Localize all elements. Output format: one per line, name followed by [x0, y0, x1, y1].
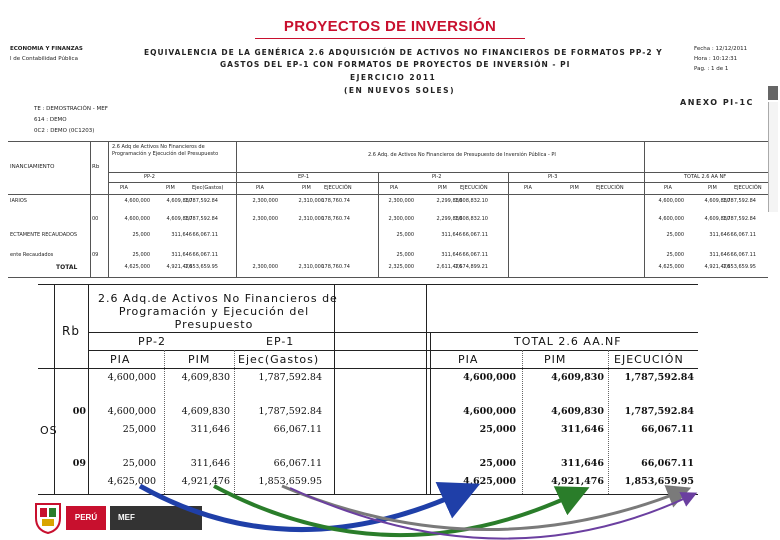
- table-cell: 4,609,830: [704, 198, 730, 204]
- col-header-pim: PIM: [188, 353, 211, 366]
- table-cell: 1,853,659.95: [722, 264, 756, 270]
- table-cell: 4,600,000: [107, 406, 156, 417]
- table-cell: 25,000: [122, 458, 156, 469]
- table-cell-total: 25,000: [479, 424, 516, 435]
- table-cell: 2,300,000: [252, 264, 278, 270]
- table-cell: 2,310,000: [298, 198, 324, 204]
- table-cell: 25,000: [132, 232, 150, 238]
- col-header: PIA: [664, 185, 672, 191]
- row-label: ECTAMENTE RECAUDADOS: [10, 232, 78, 238]
- table-cell-total: 1,853,659.95: [624, 476, 694, 487]
- report-sheet-overview: [8, 44, 770, 284]
- table-cell-total: 1,787,592.84: [624, 406, 694, 417]
- col-header-ejec: Ejec(Gastos): [238, 353, 320, 366]
- table-cell: 4,609,830: [181, 372, 230, 383]
- table-cell: 1,787,592.84: [258, 406, 322, 417]
- table-cell: 66,067.11: [192, 232, 218, 238]
- table-cell: 1,787,592.84: [258, 372, 322, 383]
- table-cell: 25,000: [666, 232, 684, 238]
- sub-header: PP-2: [144, 174, 155, 180]
- col-header: PIM: [438, 185, 447, 191]
- col-header-pia-total: PIA: [458, 353, 479, 366]
- table-cell: 4,921,476: [181, 476, 230, 487]
- table-cell: 66,067.11: [462, 232, 488, 238]
- table-cell: 1,674,899.21: [454, 264, 488, 270]
- table-cell: 4,625,000: [658, 264, 684, 270]
- table-cell: 2,299,830: [436, 198, 462, 204]
- table-cell: 25,000: [666, 252, 684, 258]
- table-cell: 4,625,000: [107, 476, 156, 487]
- table-cell: 4,609,830: [166, 216, 192, 222]
- table-cell-total: 25,000: [479, 458, 516, 469]
- table-cell: 311,646: [190, 424, 230, 435]
- table-cell: 311,646: [190, 458, 230, 469]
- group-description-line: Programación y Ejecución del: [118, 305, 310, 318]
- table-cell: 66,067.11: [273, 424, 322, 435]
- col-header: EJECUCIÓN: [596, 185, 624, 191]
- col-header: PIA: [256, 185, 264, 191]
- footer-logos: [34, 496, 234, 536]
- table-cell-total: 66,067.11: [641, 424, 694, 435]
- table-cell-total: 4,600,000: [463, 406, 516, 417]
- table-cell: 66,067.11: [192, 252, 218, 258]
- table-cell-total: 4,625,000: [463, 476, 516, 487]
- title-underline: [255, 38, 525, 39]
- col-header: Ejec(Gastos): [192, 185, 224, 191]
- coat-of-arms-icon: [34, 500, 62, 534]
- entity-line: l de Contabilidad Pública: [10, 56, 78, 62]
- row-label-os: OS: [40, 424, 58, 437]
- entity-line: ECONOMIA Y FINANZAS: [10, 46, 83, 52]
- table-cell-total: 4,600,000: [463, 372, 516, 383]
- table-cell: 2,611,476: [436, 264, 462, 270]
- col-header: PIM: [302, 185, 311, 191]
- col-header: PIA: [524, 185, 532, 191]
- row-rb: 09: [92, 252, 99, 258]
- table-cell: 2,300,000: [252, 198, 278, 204]
- table-cell: 1,608,832.10: [454, 216, 488, 222]
- table-cell: 25,000: [122, 424, 156, 435]
- table-cell: 4,921,476: [166, 264, 192, 270]
- table-cell: 66,067.11: [730, 232, 756, 238]
- col-header: PIM: [166, 185, 175, 191]
- table-cell: 311,646: [441, 252, 462, 258]
- col-header: EJECUCIÓN: [324, 185, 352, 191]
- sub-header: TOTAL 2.6 AA NF: [684, 174, 727, 180]
- group-pp2-description: 2.6 Adq de Activos No Financieros de Programación y Ejecución del Presupuesto: [112, 144, 219, 157]
- table-cell-total: 1,787,592.84: [624, 372, 694, 383]
- scrollbar-track[interactable]: [768, 102, 778, 212]
- table-cell: 25,000: [396, 252, 414, 258]
- info-line: TE : DEMOSTRACIÓN - MEF: [34, 106, 108, 112]
- table-cell-total: 4,921,476: [551, 476, 604, 487]
- table-cell: 4,609,830: [166, 198, 192, 204]
- table-cell: 2,300,000: [388, 198, 414, 204]
- col-header-ejecucion-total: EJECUCIÓN: [614, 353, 684, 366]
- info-line: 0C2 : DEMO (0C1203): [34, 128, 95, 134]
- table-cell: 4,625,000: [124, 264, 150, 270]
- rb-label: Rb: [62, 324, 80, 338]
- table-cell: 311,646: [441, 232, 462, 238]
- scrollbar-thumb[interactable]: [768, 86, 778, 100]
- row-rb: 09: [72, 458, 86, 469]
- table-cell: 311,646: [171, 252, 192, 258]
- group-pi-description: 2.6 Adq. de Activos No Financieros de Presupuesto de Inversión Pública - PI: [368, 152, 556, 158]
- mef-logo: MEF: [110, 506, 202, 530]
- row-rb: 00: [72, 406, 86, 417]
- table-cell: 1,787,592.84: [184, 216, 218, 222]
- row-label: TOTAL: [56, 264, 78, 271]
- table-cell: 1,853,659.95: [184, 264, 218, 270]
- report-time: Hora : 10:12:31: [694, 56, 738, 62]
- table-cell: 1,853,659.95: [258, 476, 322, 487]
- report-date: Fecha : 12/12/2011: [694, 46, 748, 52]
- report-page: Pag. : 1 de 1: [694, 66, 729, 72]
- row-label: ente Recaudados: [10, 252, 54, 258]
- table-cell-total: 4,609,830: [551, 406, 604, 417]
- table-cell: 1,787,592.84: [184, 198, 218, 204]
- table-cell: 66,067.11: [462, 252, 488, 258]
- page-title: PROYECTOS DE INVERSIÓN: [283, 18, 497, 35]
- sub-header: PI-3: [548, 174, 558, 180]
- row-label: IARIOS: [10, 198, 27, 204]
- group-description-line: 2.6 Adq.de Activos No Financieros de: [98, 292, 338, 305]
- col-header: PIA: [120, 185, 128, 191]
- table-cell: 25,000: [396, 232, 414, 238]
- table-cell: 4,609,830: [181, 406, 230, 417]
- table-cell: 1,787,592.84: [722, 198, 756, 204]
- table-cell: 66,067.11: [273, 458, 322, 469]
- report-sheet-zoom: [38, 284, 698, 496]
- table-cell: 178,760.74: [321, 198, 350, 204]
- table-cell: 66,067.11: [730, 252, 756, 258]
- table-cell: 4,609,830: [704, 216, 730, 222]
- report-year: EJERCICIO 2011: [350, 73, 437, 82]
- funding-label: INANCIAMIENTO: [10, 164, 55, 170]
- col-header: PIM: [570, 185, 579, 191]
- report-currency: (EN NUEVOS SOLES): [344, 86, 455, 95]
- row-rb: 00: [92, 216, 99, 222]
- peru-logo: PERÚ: [66, 506, 106, 530]
- table-cell: 4,921,476: [704, 264, 730, 270]
- rb-label: Rb: [92, 164, 100, 170]
- table-cell: 178,760.74: [321, 216, 350, 222]
- table-cell: 1,608,832.10: [454, 198, 488, 204]
- table-cell: 2,325,000: [388, 264, 414, 270]
- table-cell: 1,787,592.84: [722, 216, 756, 222]
- sub-header: PI-2: [432, 174, 442, 180]
- col-header: EJECUCIÓN: [460, 185, 488, 191]
- total-header: TOTAL 2.6 AA.NF: [514, 335, 622, 348]
- table-cell-total: 4,609,830: [551, 372, 604, 383]
- table-cell: 2,299,830: [436, 216, 462, 222]
- col-header: EJECUCIÓN: [734, 185, 762, 191]
- table-cell-total: 311,646: [561, 424, 604, 435]
- table-cell: 4,600,000: [658, 216, 684, 222]
- table-cell: 2,310,000: [298, 264, 324, 270]
- table-cell-total: 311,646: [561, 458, 604, 469]
- table-cell: 4,600,000: [658, 198, 684, 204]
- col-header-pia: PIA: [110, 353, 131, 366]
- col-header: PIM: [708, 185, 717, 191]
- table-cell: 311,646: [171, 232, 192, 238]
- table-cell: 2,300,000: [388, 216, 414, 222]
- col-header: PIA: [390, 185, 398, 191]
- table-cell: 311,646: [709, 232, 730, 238]
- table-cell: 4,600,000: [124, 198, 150, 204]
- table-cell: 2,300,000: [252, 216, 278, 222]
- sub-header-pp2: PP-2: [138, 335, 166, 348]
- report-title: EQUIVALENCIA DE LA GENÉRICA 2.6 ADQUISICIÓN DE ACTIVOS NO FINANCIEROS DE FORMATOS PP-2 Y: [144, 48, 663, 57]
- sub-header: EP-1: [298, 174, 310, 180]
- col-header-pim-total: PIM: [544, 353, 567, 366]
- report-subtitle: GASTOS DEL EP-1 CON FORMATOS DE PROYECTOS DE INVERSIÓN - PI: [220, 60, 571, 69]
- table-cell: 178,760.74: [321, 264, 350, 270]
- table-cell: 311,646: [709, 252, 730, 258]
- table-cell-total: 66,067.11: [641, 458, 694, 469]
- table-cell: 4,600,000: [107, 372, 156, 383]
- table-cell: 2,310,000: [298, 216, 324, 222]
- info-line: 614 : DEMO: [34, 117, 67, 123]
- sub-header-ep1: EP-1: [266, 335, 295, 348]
- table-cell: 25,000: [132, 252, 150, 258]
- annex-label: ANEXO PI-1C: [680, 98, 754, 107]
- table-cell: 4,600,000: [124, 216, 150, 222]
- group-description-line: Presupuesto: [174, 318, 254, 331]
